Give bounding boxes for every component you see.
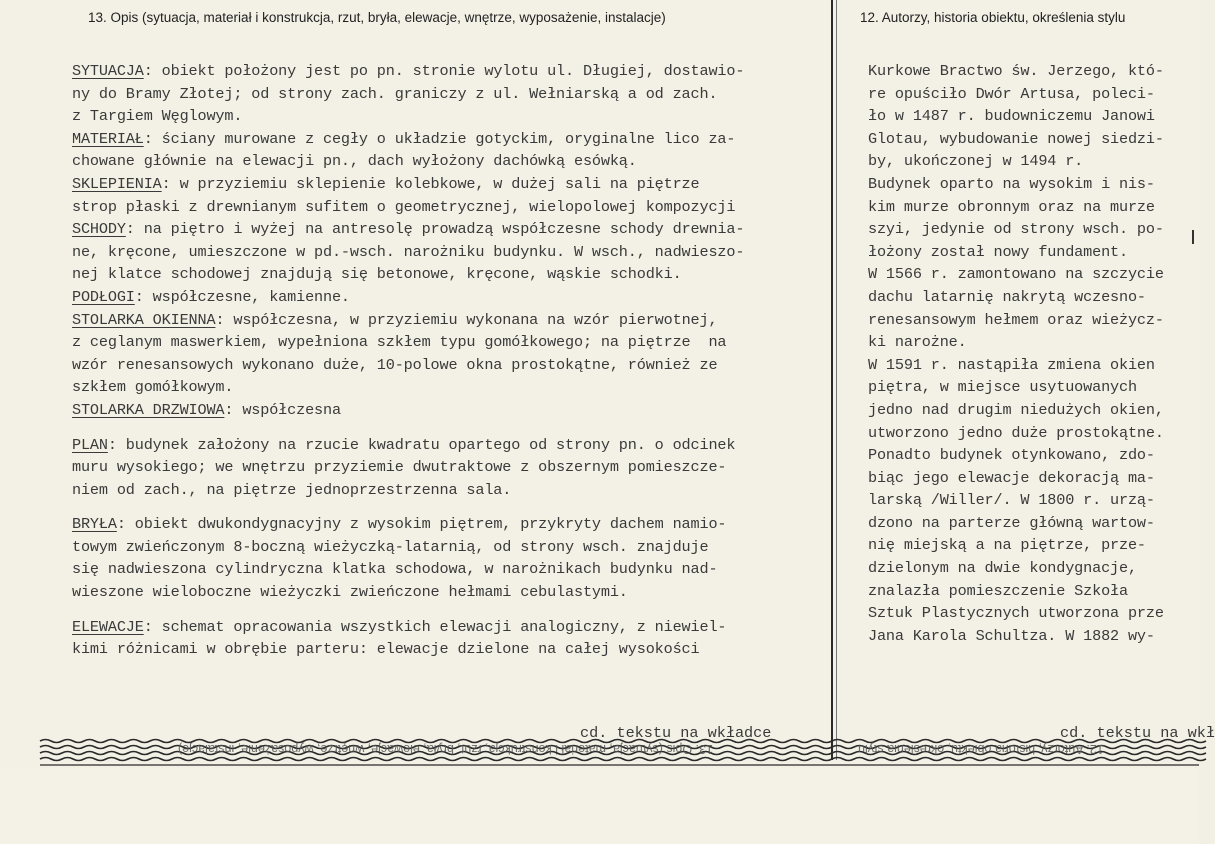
history-line: Sztuk Plastycznych utworzona prze: [868, 604, 1164, 623]
history-line: biąc jego elewacje dekoracją ma-: [868, 468, 1155, 487]
history-line: znalazła pomieszczenie Szkoła: [868, 581, 1128, 600]
line-text: szkłem gomółkowym.: [72, 378, 234, 397]
margin-mark: [1192, 230, 1194, 244]
line-text: chowane głównie na elewacji pn., dach wyłożony dachówką esówką.: [72, 152, 637, 171]
history-lines: [868, 60, 1198, 647]
continuation-note-left: cd. tekstu na wkładce: [580, 724, 772, 742]
history-line: kim murze obronnym oraz na murze: [868, 197, 1155, 216]
description-line: [72, 60, 832, 83]
description-line: [72, 479, 832, 502]
description-line: [72, 399, 832, 422]
line-text: muru wysokiego; we wnętrzu przyziemie dwutraktowe z obszernym pomieszcze-: [72, 458, 727, 477]
elewacje-lines: [72, 616, 832, 661]
description-line: [72, 376, 832, 399]
history-line: by, ukończonej w 1494 r.: [868, 152, 1084, 171]
section-heading: BRYŁA: [72, 515, 117, 534]
section-heading: ELEWACJE: [72, 617, 144, 636]
line-text: niem od zach., na piętrze jednoprzestrzenna sala.: [72, 480, 512, 499]
history-line: dzielonym na dwie kondygnacje,: [868, 559, 1137, 578]
description-line: [72, 263, 832, 286]
mirrored-footer-right: 12. Autorzy, historia obiektu, określenia stylu: [858, 742, 1104, 756]
section-heading: SKLEPIENIA: [72, 174, 162, 193]
plan-lines: [72, 434, 832, 502]
description-line: [72, 150, 832, 173]
history-line: Glotau, wybudowanie nowej siedzi-: [868, 129, 1164, 148]
line-text: z Targiem Węglowym.: [72, 107, 243, 126]
description-line: [72, 434, 832, 457]
description-lines: [72, 60, 832, 422]
description-line: [72, 513, 832, 536]
description-line: [72, 536, 832, 559]
bryla-lines: [72, 513, 832, 603]
description-line: [72, 196, 832, 219]
description-line: [72, 309, 832, 332]
line-text: : na piętro i wyżej na antresolę prowadzą współczesne schody drewnia-: [125, 220, 745, 239]
line-text: kimi różnicami w obrębie parteru: elewacje dzielone na całej wysokości: [72, 640, 700, 659]
section-heading: SYTUACJA: [72, 62, 144, 80]
history-line: łożony został nowy fundament.: [868, 242, 1128, 261]
history-line: Kurkowe Bractwo św. Jerzego, któ-: [868, 62, 1164, 80]
description-line: [72, 581, 832, 604]
history-column: [868, 60, 1198, 647]
line-text: : współczesna, w przyziemiu wykonana na wzór pierwotnej,: [215, 310, 718, 329]
section-heading: MATERIAŁ: [72, 129, 144, 148]
description-line: [72, 354, 832, 377]
history-line: szyi, jedynie od strony wsch. po-: [868, 220, 1164, 239]
line-text: wieszone wieloboczne wieżyczki zwieńczone hełmami cebulastymi.: [72, 583, 628, 602]
description-line: [72, 331, 832, 354]
line-text: towym zwieńczonym 8-boczną wieżyczką-latarnią, od strony wsch. znajduje: [72, 537, 709, 556]
description-line: [72, 286, 832, 309]
line-text: z ceglanym maswerkiem, wypełniona szkłem typu gomółkowego; na piętrze na: [72, 333, 727, 352]
history-line: jedno nad drugim niedużych okien,: [868, 400, 1164, 419]
description-line: [72, 218, 832, 241]
line-text: : obiekt dwukondygnacyjny z wysokim piętrem, przykryty dachem namio-: [116, 515, 727, 534]
line-text: ny do Bramy Złotej; od strony zach. graniczy z ul. Wełniarską a od zach.: [72, 84, 718, 103]
line-text: : współczesne, kamienne.: [134, 287, 350, 306]
section-heading: PODŁOGI: [72, 287, 135, 306]
history-line: dzono na parterze główną wartow-: [868, 513, 1155, 532]
line-text: wzór renesansowych wykonano duże, 10-polowe okna prostokątne, również ze: [72, 355, 718, 374]
section-heading: PLAN: [72, 435, 108, 454]
history-line: piętra, w miejsce usytuowanych: [868, 378, 1137, 397]
section-13-header: 13. Opis (sytuacja, materiał i konstrukcja, rzut, bryła, elewacje, wnętrze, wyposażenie, instalacje): [88, 10, 666, 25]
description-line: [72, 83, 832, 106]
line-text: się nadwieszona cylindryczna klatka schodowa, w narożnikach budynku nad-: [72, 560, 718, 579]
section-heading: SCHODY: [72, 220, 126, 239]
description-line: [72, 128, 832, 151]
history-line: Jana Karola Schultza. W 1882 wy-: [868, 626, 1155, 645]
history-line: Ponadto budynek otynkowano, zdo-: [868, 446, 1155, 465]
line-text: strop płaski z drewnianym sufitem o geometrycznej, wielopolowej kompozycji: [72, 197, 736, 216]
line-text: : w przyziemiu sklepienie kolebkowe, w dużej sali na piętrze: [161, 174, 700, 193]
description-line: [72, 241, 832, 264]
history-line: ki narożne.: [868, 333, 967, 352]
history-line: ło w 1487 r. budowniczemu Janowi: [868, 107, 1155, 126]
description-line: [72, 173, 832, 196]
history-line: W 1591 r. nastąpiła zmiena okien: [868, 355, 1155, 374]
section-heading: STOLARKA DRZWIOWA: [72, 400, 225, 419]
history-line: renesansowym hełmem oraz wieżycz-: [868, 310, 1164, 329]
line-text: : współczesna: [224, 400, 341, 419]
line-text: nej klatce schodowej znajdują się betonowe, kręcone, wąskie schodki.: [72, 265, 682, 284]
spacer: [72, 422, 832, 434]
line-text: : budynek założony na rzucie kwadratu opartego od strony pn. o odcinek: [107, 435, 736, 454]
mirrored-footer-left: 13. Opis (sytuacja, materiał i konstrukcja, rzut, bryła, elewacje, wnętrze, wyposażenie, instalacje): [178, 742, 713, 756]
continuation-note-right: cd. tekstu na wkł: [1060, 724, 1215, 742]
column-divider-thin: [836, 0, 837, 760]
history-line: dachu latarnię nakrytą wczesno-: [868, 287, 1146, 306]
line-text: : ściany murowane z cegły o układzie gotyckim, oryginalne lico za-: [143, 129, 736, 148]
line-text: : obiekt położony jest po pn. stronie wylotu ul. Długiej, dostawio-: [143, 62, 745, 80]
line-text: : schemat opracowania wszystkich elewacji analogiczny, z niewiel-: [143, 617, 727, 636]
blank-bottom-margin: [0, 768, 1199, 844]
description-column: [72, 60, 832, 661]
description-line: [72, 616, 832, 639]
section-heading: STOLARKA OKIENNA: [72, 310, 216, 329]
history-line: W 1566 r. zamontowano na szczycie: [868, 265, 1164, 284]
description-line: [72, 638, 832, 661]
line-text: ne, kręcone, umieszczone w pd.-wsch. narożniku budynku. W wsch., nadwieszo-: [72, 242, 745, 261]
history-line: Budynek oparto na wysokim i nis-: [868, 174, 1155, 193]
history-line: nię miejską a na piętrze, prze-: [868, 536, 1146, 555]
spacer: [72, 604, 832, 616]
description-line: [72, 558, 832, 581]
spacer: [72, 501, 832, 513]
description-line: [72, 105, 832, 128]
history-line: larską /Willer/. W 1800 r. urzą-: [868, 491, 1155, 510]
history-line: re opuściło Dwór Artusa, poleci-: [868, 84, 1155, 103]
history-line: utworzono jedno duże prostokątne.: [868, 423, 1164, 442]
description-line: [72, 456, 832, 479]
section-12-header: 12. Autorzy, historia obiektu, określenia stylu: [860, 10, 1126, 25]
